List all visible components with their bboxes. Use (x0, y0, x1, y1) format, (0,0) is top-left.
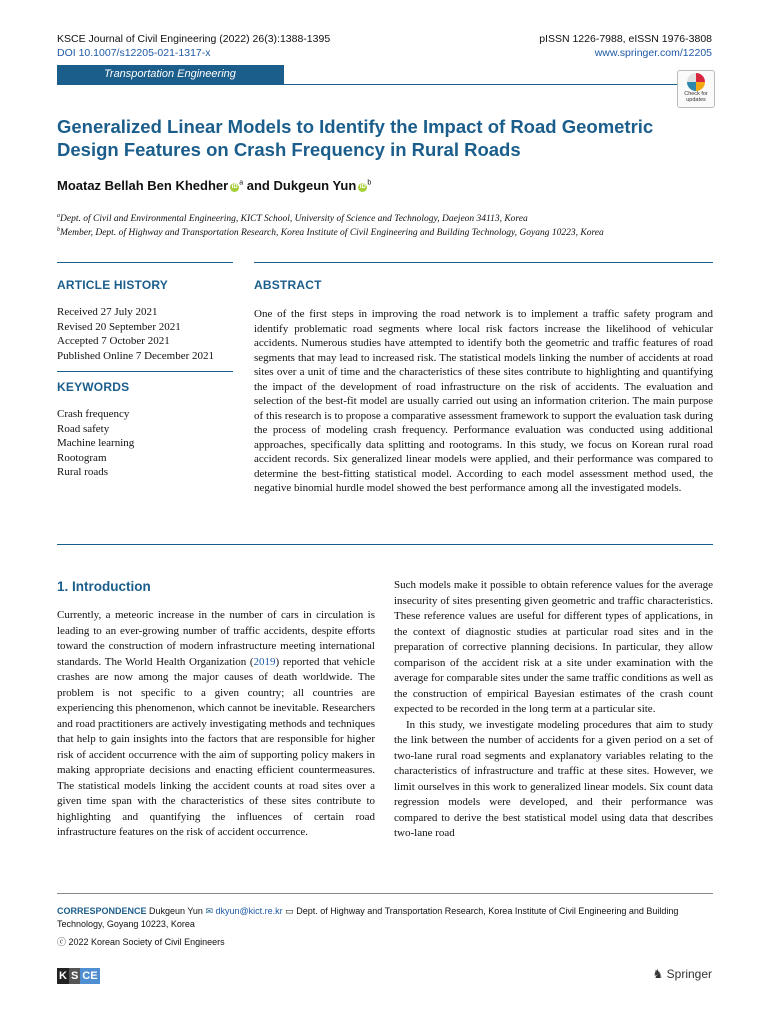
author-2-aff: b (367, 179, 372, 187)
affiliation-b (57, 224, 604, 240)
abstract-heading: ABSTRACT (254, 278, 322, 292)
keyword-item: Rootogram (57, 451, 107, 464)
section-bar (57, 65, 284, 85)
affiliation-a-text: Dept. of Civil and Environmental Engineering, KICT School, University of Science and Technology, Daejeon 34113, Korea (60, 214, 528, 225)
mail-icon: ✉ (205, 906, 213, 916)
title-line-2: Design Features on Crash Frequency in Rural Roads (57, 139, 521, 160)
springer-label: Springer (666, 967, 712, 981)
journal-header (57, 32, 330, 60)
crossmark-icon (687, 73, 705, 91)
springer-url-link[interactable]: www.springer.com/12205 (594, 47, 712, 59)
intro-right-paragraph-2: In this study, we investigate modeling procedures that aim to study the link between the number of accidents for a given period on a set of two-lane rural road segments and explanatory variables relating to the characteristics of infrastructure and traffic at these sites. However, we limit ourselves in this work to generalized linear models. Six count data regression models were developed, and their performance was compared to derive the best statistical model using data that describes two-lane road (394, 718, 713, 839)
check-updates-badge[interactable] (677, 70, 715, 108)
ksce-logo-k: K (59, 970, 67, 982)
ksce-logo-ce: CE (82, 970, 98, 982)
affiliation-b-sup: b (57, 227, 60, 233)
address-icon: ▭ (285, 906, 294, 916)
paper-title (57, 115, 717, 161)
correspondence-name: Dukgeun Yun (149, 906, 203, 916)
correspondence (57, 905, 713, 931)
history-heading: ARTICLE HISTORY (57, 278, 169, 292)
abstract-bottom-rule (57, 544, 713, 545)
correspondence-label: CORRESPONDENCE (57, 906, 147, 916)
badge-line2: updates (686, 97, 706, 103)
history-accepted: Accepted 7 October 2021 (57, 335, 170, 347)
author-and: and (246, 178, 270, 193)
issn-text: pISSN 1226-7988, eISSN 1976-3808 (539, 33, 712, 45)
section-label: Transportation Engineering (104, 68, 236, 80)
keyword-item: Rural roads (57, 466, 109, 478)
author-1-aff: a (239, 179, 244, 187)
section-divider (284, 84, 713, 85)
ksce-logo-s: S (70, 970, 79, 982)
history-revised: Revised 20 September 2021 (57, 320, 181, 333)
orcid-icon[interactable]: iD (231, 184, 238, 190)
author-1: Moataz Bellah Ben Khedher (57, 178, 229, 193)
keyword-item: Crash frequency (57, 408, 130, 420)
keyword-item: Machine learning (57, 437, 135, 449)
correspondence-address: Dept. of Highway and Transportation Research, Korea Institute of Civil Engineering and Building Technology, Goyang 10223, Korea (57, 906, 679, 929)
springer-logo (653, 967, 712, 981)
keyword-item: Road safety (57, 422, 110, 435)
ksce-logo (57, 966, 100, 984)
intro-left-text-a: Currently, a meteoric increase in the number of cars in circulation is leading to an ever-growing number of traffic accidents, despite efforts toward the construction of modern infrastructure meeting international standards. The World Health Organization ( (57, 609, 375, 668)
correspondence-email-link[interactable]: dkyun@kict.re.kr (215, 906, 283, 916)
affiliation-b-text: Member, Dept. of Highway and Transportation Research, Korea Institute of Civil Engineering and Building Technology, Goyang 10223, Korea (60, 228, 604, 239)
abstract-top-rule (254, 262, 713, 263)
intro-right-column (394, 578, 713, 842)
author-2: Dukgeun Yun (273, 178, 357, 193)
keywords-heading: KEYWORDS (57, 380, 130, 394)
intro-left-column (57, 608, 375, 841)
footnote-rule (57, 893, 713, 894)
keywords-rule (57, 371, 233, 372)
springer-horse-icon: ♞ (652, 967, 664, 981)
author-list (57, 178, 371, 193)
intro-heading: 1. Introduction (57, 579, 151, 594)
history-received: Received 27 July 2021 (57, 306, 158, 318)
history-top-rule (57, 262, 233, 263)
copyright: ⓒ 2022 Korean Society of Civil Engineers (57, 937, 225, 947)
history-published: Published Online 7 December 2021 (57, 349, 215, 362)
intro-right-paragraph-1: Such models make it possible to obtain reference values for the average insecurity of sites presenting given geometric and traffic characteristics. These reference values are useful for different types of applications, in the context of diagnostic studies at particular road sites and in the preparation of corrective planning decisions. In particular, they allow comparison of the accident risk at a site under examination with the average for comparable sites under the same traffic conditions as well as the construction of empirical Bayesian estimates of the crash count expected to be recorded in the long term at a particular site. (394, 579, 713, 715)
orcid-icon[interactable]: iD (359, 184, 366, 190)
journal-citation: KSCE Journal of Civil Engineering (2022) 26(3):1388-1395 (57, 33, 331, 45)
issn-header (539, 32, 712, 60)
abstract-text: One of the first steps in improving the road network is to implement a traffic safety program and identify problematic road segments where local risk factors increase the likelihood of vehicular accidents. Numerous studies have attempted to identify both the geometric and traffic features of road segments that may lead to increased risk. The statistical models linking the number of accidents at road sites over a unit of time and the characteristics of these sites contribute to highlighting and quantifying the impact of the development of road infrastructure on the risk of accidents. The evaluation and selection of the best-fit model are usually carried out using an information criterion. The main purpose of this research is to propose a comparative assessment framework to support the evaluation task during the process of modeling crash frequency. Performance evaluation was conducted using additional approaches, specifically data splitting and rootograms. In this study, we focus on Korean rural road accident records. Six generalized linear models were applied, and their performance was compared to determine the best-fitting statistical model. According to each model assessment method used, the negative binomial hurdle model showed the best performance among all the investigated models. (254, 308, 713, 494)
who-citation-link[interactable]: 2019 (253, 655, 276, 668)
doi-link[interactable]: DOI 10.1007/s12205-021-1317-x (57, 47, 211, 59)
title-line-1: Generalized Linear Models to Identify the Impact of Road Geometric (57, 116, 654, 137)
affiliation-a-sup: a (57, 213, 60, 219)
intro-left-text-b: ) reported that vehicle crashes are now among the major causes of death worldwide. The problem is not specific to a given country; all countries are experiencing this phenomenon, which cannot be inevitable. Researchers and road practitioners are actively investigating methods and techniques that help to gain insights into the factors that are responsible for higher risk of accident occurrence with the aim of supporting policy makers in making appropriate decisions and enacting efficient countermeasures. The statistical models linking the accident counts at road sites over a given time span with the characteristics of these sites contribute to highlighting and quantifying the influences of certain road infrastructure features on the risk of accident occurrence. (57, 655, 375, 838)
badge-line1: Check for (684, 91, 708, 97)
